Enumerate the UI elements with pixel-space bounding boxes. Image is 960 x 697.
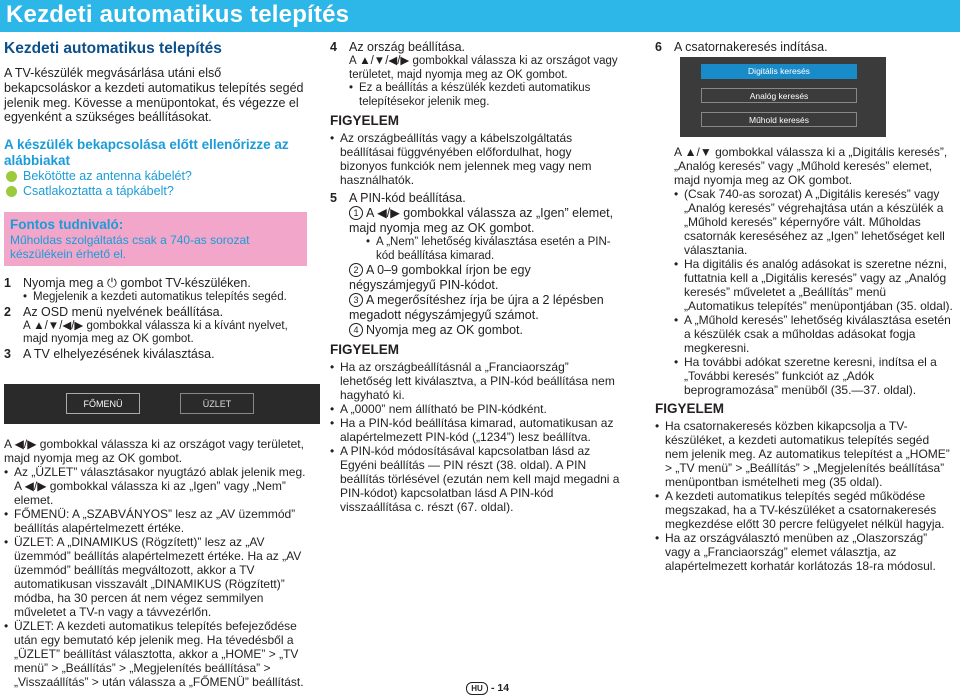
note-text: Műholdas szolgáltatás csak a 740-as sorozat készülékein érhető el. [10, 233, 250, 262]
list-item: • Az országbeállítás vagy a kábelszolgáltatás beállításai függvényében előfordulhat, hogy bizonyos funkciók nem jelennek meg vagy nem használhatók. [330, 131, 620, 187]
precheck-title: A készülék bekapcsolása előtt ellenőrizze az alábbiakat [4, 137, 289, 169]
step-4-bullet: • Ez a beállítás a készülék kezdeti automatikus telepítésekor jelenik meg. [349, 82, 620, 109]
list-item: • A kezdeti automatikus telepítés segéd működése megszakad, ha a TV-készüléket a csatornakeresés megkezdése előtt 30 percre felügyelet nélkül hagyja. [655, 489, 955, 531]
language-badge: HU [466, 682, 488, 695]
menu-option: Műhold keresés [701, 112, 857, 127]
list-item: • FŐMENÜ: A „SZABVÁNYOS” lesz az „AV üzemmód” beállítás alapértelmezett értéke. [4, 507, 307, 535]
step-4: 4 Az ország beállítása. [330, 40, 466, 54]
step-4-text: A ▲/▼/◀/▶ gombokkal válassza ki az országot vagy területet, majd nyomja meg az OK gombot. [349, 55, 618, 81]
substep-bullet: • A „Nem” lehetőség kiválasztása esetén a PIN-kód beállítása kimarad. [366, 236, 620, 263]
list-item: • Ha további adókat szeretne keresni, indítsa el a „További keresés” funkciót az „Adók beprogramozása” menüből (35.—37. oldal). [674, 355, 955, 397]
intro-text: A TV-készülék megvásárlása utáni első bekapcsoláskor a kezdeti automatikus telepítés segéd jelenik meg. Kövesse a menüpontokat, és végezze el egyenként a szükséges beállításokat. [4, 66, 304, 125]
step-2-text: A ▲/▼/◀/▶ gombokkal válassza ki a kívánt nyelvet, majd nyomja meg az OK gombot. [23, 319, 288, 346]
list-item: • A „Műhold keresés” lehetőség kiválasztása esetén a készülék csak a műholdas adásokat fogja megkeresni. [674, 313, 955, 355]
menu-option: Digitális keresés [701, 64, 857, 79]
list-item: • (Csak 740-as sorozat) A „Digitális keresés” vagy „Analóg keresés” végrehajtása után a készülék a „Műhold keresés” képernyőre vált. Műholdas csatornák kereséséhez az „Igen” lehetőséget kell választania. [674, 187, 955, 257]
step-1: 1 Nyomja meg a ⏻ gombot TV-készüléken. [4, 276, 251, 291]
precheck-item: Bekötötte az antenna kábelét? [4, 169, 307, 184]
substep: 3 A megerősítéshez írja be újra a 2 lépésben megadott négyszámjegyű számot. [349, 293, 604, 322]
column-middle [330, 40, 620, 514]
column-right [655, 40, 955, 573]
page-title: Kezdeti automatikus telepítés [6, 1, 350, 28]
warning-heading: FIGYELEM [655, 401, 725, 416]
list-item: • Ha csatornakeresés közben kikapcsolja a TV-készüléket, a kezdeti automatikus telepítés segéd nem jelenik meg. Az automatikus telepítést a „HOME” > „TV menü” > „Beállítás” > „Megjelenítés beállítása” menüpontban ismételheti meg (35 oldal). [655, 419, 955, 489]
list-item: • A PIN-kód módosításával kapcsolatban lásd az Egyéni beállítás — PIN részt (38. oldal). A PIN beállítás törlésével (ezután nem kell majd megadni a PIN-kódot) kapcsolatban lásd A PIN-kód visszaállítása c. részt (67. oldal). [330, 444, 620, 514]
note-title: Fontos tudnivaló: [10, 217, 124, 233]
list-item: • Ha az országválasztó menüben az „Olaszország” vagy a „Franciaország” elemet választja, az alapértelmezett korhatár korlátozás 18-ra módosul. [655, 531, 955, 573]
home-option: FŐMENÜ [66, 393, 140, 414]
menu-option: Analóg keresés [701, 88, 857, 103]
step-3-text: A ◀/▶ gombokkal válassza ki az országot vagy területet, majd nyomja meg az OK gombot. [4, 436, 304, 465]
list-item: • ÜZLET: A kezdeti automatikus telepítés befejeződése után egy bemutató kép jelenik meg. Ha tévedésből a „ÜZLET” beállítást választotta, akkor a „HOME” > „TV menü” > „Beállítás” > „Megjelenítés beállítása” > „Visszaállítás” > után válassza a „FŐMENÜ” beállítást. [4, 619, 307, 689]
list-item: • Ha a PIN-kód beállítása kimarad, automatikusan az alapértelmezett PIN-kód („1234”) lesz beállítva. [330, 416, 620, 444]
green-dot-icon [6, 186, 17, 197]
list-item: • A „0000” nem állítható be PIN-kódként. [330, 402, 620, 416]
location-screen-image [4, 384, 320, 424]
step-5: 5 A PIN-kód beállítása. [330, 191, 466, 205]
title-bar [0, 0, 960, 32]
substep: 2 A 0–9 gombokkal írjon be egy négyszámjegyű PIN-kódot. [349, 263, 531, 292]
store-option: ÜZLET [180, 393, 254, 414]
step-6: 6 A csatornakeresés indítása. [655, 40, 828, 54]
list-item: • Ha digitális és analóg adásokat is szeretne nézni, futtatnia kell a „Digitális keresés” vagy az „Analóg keresés” műveletet a „Beállítás” menü „Automatikus telepítés” menüpontjában (35. oldal). [674, 257, 955, 313]
page-number: - 14 [491, 682, 510, 694]
list-item: • ÜZLET: A „DINAMIKUS (Rögzített)” lesz az „AV üzemmód” beállítás alapértelmezett értéke. Ha az „AV üzemmód” beállítás megváltozott, akkor a TV automatikusan visszavált „DINAMIKUS (Rögzített)” módba, ha 30 percen át nem végez semmilyen műveletet a TV-n vagy a távvezérlőn. [4, 535, 307, 619]
substep: 4 Nyomja meg az OK gombot. [330, 323, 620, 338]
substep: 1 A ◀/▶ gombokkal válassza az „Igen” elemet, majd nyomja meg az OK gombot. [349, 206, 614, 235]
section-title: Kezdeti automatikus telepítés [4, 40, 222, 57]
list-item: • Az „ÜZLET” választásakor nyugtázó ablak jelenik meg. A ◀/▶ gombokkal válassza ki az „Igen” vagy „Nem” elemet. [4, 465, 307, 507]
search-menu-image [680, 57, 886, 137]
column-left [4, 40, 307, 689]
step-3: 3 A TV elhelyezésének kiválasztása. [4, 346, 215, 361]
warning-heading: FIGYELEM [330, 113, 400, 128]
page-footer [466, 682, 509, 695]
step-2: 2 Az OSD menü nyelvének beállítása. [4, 304, 224, 319]
step-1-bullet: • Megjelenik a kezdeti automatikus telepítés segéd. [23, 291, 307, 305]
precheck-item: Csatlakoztatta a tápkábelt? [4, 184, 307, 199]
list-item: • Ha az országbeállításnál a „Franciaország” lehetőség lett kiválasztva, a PIN-kód beállítása nem hagyható ki. [330, 360, 620, 402]
warning-heading: FIGYELEM [330, 342, 400, 357]
green-dot-icon [6, 171, 17, 182]
important-note [4, 212, 307, 266]
step-6-text: A ▲/▼ gombokkal válassza ki a „Digitális keresés”, „Analóg keresés” vagy „Műhold keresés” elemet, majd nyomja meg az OK gombot. [674, 145, 948, 187]
